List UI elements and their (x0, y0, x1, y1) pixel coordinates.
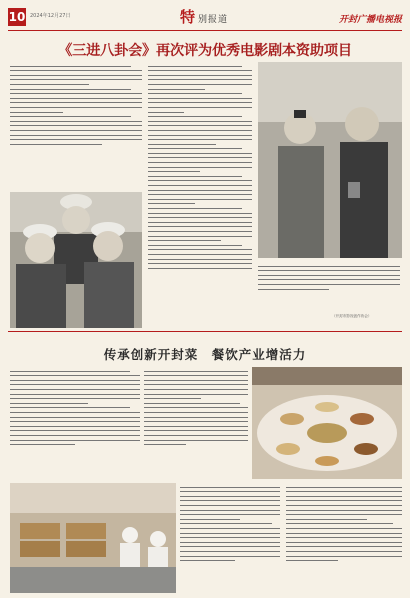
article2-text-col4 (286, 483, 402, 591)
article1-credit: （开封市影视创作协会） (332, 314, 372, 318)
article1-text-col2 (148, 62, 252, 327)
article2-headline: 传承创新开封菜 餐饮产业增活力 (103, 347, 307, 362)
article1-headline: 《三进八卦会》再次评为优秀电影剧本资助项目 (58, 43, 352, 59)
actors-group-photo (10, 192, 142, 328)
kitchen-steamers-photo (10, 483, 176, 593)
dishes-table-photo (252, 367, 402, 479)
issue-date: 2024年12月27日 (30, 13, 71, 19)
section-title-sub: 别报道 (198, 15, 229, 25)
actors-portrait-photo (258, 62, 402, 258)
page-header (8, 6, 402, 31)
section-title-main: 特 (180, 8, 197, 26)
section-divider (8, 331, 402, 332)
masthead-logo: 开封广播电视报 (338, 15, 402, 25)
article2-text-col1 (10, 367, 140, 479)
article1-text-col1 (10, 62, 142, 190)
article2-text-col2 (144, 367, 248, 479)
section-title (180, 6, 228, 27)
article1-text-col3 (258, 262, 400, 307)
page-number: 10 (8, 10, 26, 24)
article2-text-col3 (180, 483, 280, 591)
